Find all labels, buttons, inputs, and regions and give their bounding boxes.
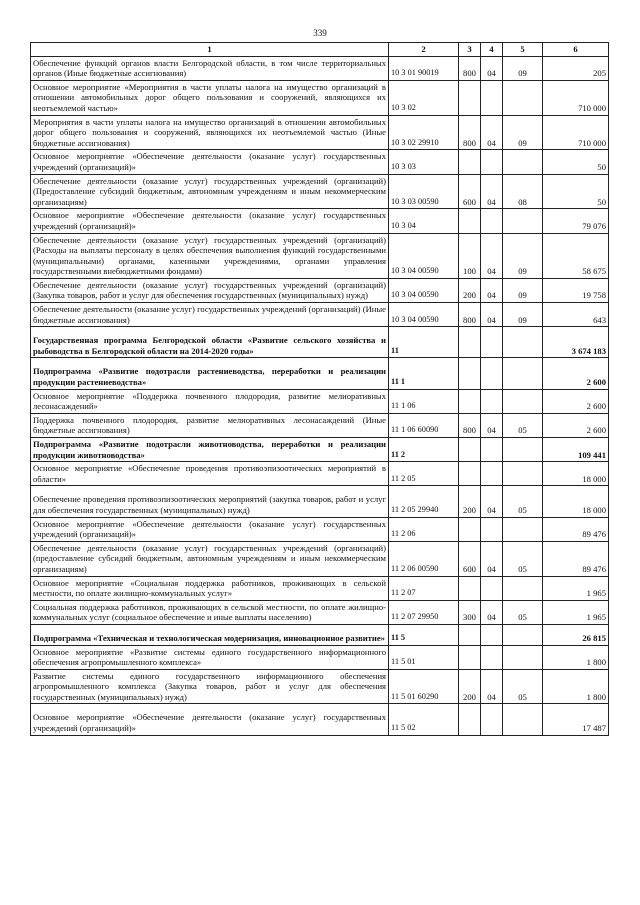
row-pr-cell: [503, 517, 543, 541]
table-row: [31, 115, 609, 150]
row-amount-cell: 89 476: [543, 517, 609, 541]
row-code-cell: 10 3 03: [389, 150, 459, 174]
row-name-cell: Основное мероприятие «Обеспечение деятельности (оказание услуг) государственных учреждений (организаций)»: [31, 517, 389, 541]
row-pr-cell: 09: [503, 303, 543, 327]
row-name-cell: Обеспечение проведения противоэпизоотических мероприятий (закупка товаров, работ и услуг для обеспечения государственных (муниципальных) нужд): [31, 486, 389, 517]
row-name-cell: Поддержка почвенного плодородия, развитие мелиоративных лесонасаждений (Иные бюджетные ассигнования): [31, 413, 389, 437]
row-code-cell: 11 5 01: [389, 645, 459, 669]
table-row: [31, 278, 609, 302]
row-amount-cell: 710 000: [543, 115, 609, 150]
header-col-code: 2: [389, 43, 459, 57]
row-amount-cell: 205: [543, 56, 609, 80]
table-row: [31, 150, 609, 174]
row-name-cell: Обеспечение деятельности (оказание услуг) государственных учреждений (организаций) (Расходы на выплаты персоналу в целях обеспечения выполнения функций государственными (муниципальными) органами, казенными учреждениями, органами управления государственными внебюджетными фондами): [31, 233, 389, 278]
header-col-rz: 4: [481, 43, 503, 57]
row-pr-cell: 05: [503, 413, 543, 437]
row-rz-cell: 04: [481, 413, 503, 437]
row-rz-cell: [481, 517, 503, 541]
row-code-cell: 11 2 06: [389, 517, 459, 541]
row-name-cell: Подпрограмма «Развитие подотрасли животноводства, переработки и реализации продукции животноводства»: [31, 438, 389, 462]
row-vr-cell: [459, 80, 481, 115]
row-code-cell: 10 3 04 00590: [389, 278, 459, 302]
row-pr-cell: 09: [503, 115, 543, 150]
row-amount-cell: 79 076: [543, 209, 609, 233]
row-rz-cell: [481, 624, 503, 645]
row-amount-cell: 2 600: [543, 413, 609, 437]
row-name-cell: Обеспечение деятельности (оказание услуг) государственных учреждений (организаций) (Закупка товаров, работ и услуг для обеспечения государственных (муниципальных) нужд): [31, 278, 389, 302]
row-amount-cell: 1 965: [543, 600, 609, 624]
row-name-cell: Основное мероприятие «Развитие системы единого государственного информационного обеспечения агропромышленного комплекса»: [31, 645, 389, 669]
row-vr-cell: 800: [459, 56, 481, 80]
row-name-cell: Обеспечение деятельности (оказание услуг) государственных учреждений (организаций) (предоставление субсидий бюджетным, автономным учреждениям и иным некоммерческим организациям): [31, 541, 389, 576]
row-pr-cell: [503, 358, 543, 389]
table-row: [31, 486, 609, 517]
row-amount-cell: 18 000: [543, 462, 609, 486]
row-name-cell: Основное мероприятие «Обеспечение деятельности (оказание услуг) государственных учреждений (организаций)»: [31, 704, 389, 735]
row-vr-cell: 300: [459, 600, 481, 624]
row-rz-cell: 04: [481, 669, 503, 704]
row-rz-cell: 04: [481, 486, 503, 517]
row-rz-cell: 04: [481, 174, 503, 209]
row-code-cell: 10 3 02: [389, 80, 459, 115]
row-pr-cell: [503, 80, 543, 115]
row-amount-cell: 1 800: [543, 669, 609, 704]
row-vr-cell: [459, 389, 481, 413]
row-amount-cell: 18 000: [543, 486, 609, 517]
row-vr-cell: [459, 704, 481, 735]
row-code-cell: 11 1 06 60090: [389, 413, 459, 437]
row-code-cell: 11 5 02: [389, 704, 459, 735]
row-vr-cell: [459, 576, 481, 600]
row-vr-cell: 800: [459, 413, 481, 437]
row-name-cell: Социальная поддержка работников, проживающих в сельской местности, по оплате жилищно-коммунальных услуг (социальное обеспечение и иные выплаты населению): [31, 600, 389, 624]
table-row: [31, 389, 609, 413]
row-code-cell: 11 2 06 00590: [389, 541, 459, 576]
row-code-cell: 11: [389, 327, 459, 358]
row-vr-cell: 200: [459, 486, 481, 517]
table-row: [31, 327, 609, 358]
row-pr-cell: 08: [503, 174, 543, 209]
row-pr-cell: [503, 624, 543, 645]
row-rz-cell: 04: [481, 115, 503, 150]
row-name-cell: Обеспечение деятельности (оказание услуг) государственных учреждений (организаций) (Иные бюджетные ассигнования): [31, 303, 389, 327]
row-rz-cell: [481, 704, 503, 735]
row-name-cell: Государственная программа Белгородской области «Развитие сельского хозяйства и рыбоводства в Белгородской области на 2014-2020 годы»: [31, 327, 389, 358]
row-name-cell: Подпрограмма «Техническая и технологическая модернизация, инновационное развитие»: [31, 624, 389, 645]
row-amount-cell: 19 758: [543, 278, 609, 302]
row-code-cell: 11 1: [389, 358, 459, 389]
row-rz-cell: 04: [481, 600, 503, 624]
row-pr-cell: 05: [503, 669, 543, 704]
row-code-cell: 11 2: [389, 438, 459, 462]
row-amount-cell: 3 674 183: [543, 327, 609, 358]
table-row: [31, 80, 609, 115]
table-row: [31, 704, 609, 735]
row-vr-cell: [459, 438, 481, 462]
row-pr-cell: 09: [503, 233, 543, 278]
header-col-name: 1: [31, 43, 389, 57]
row-pr-cell: [503, 327, 543, 358]
row-name-cell: Основное мероприятие «Поддержка почвенного плодородия, развитие мелиоративных лесонасаждений»: [31, 389, 389, 413]
row-pr-cell: 09: [503, 56, 543, 80]
row-rz-cell: [481, 462, 503, 486]
row-rz-cell: [481, 576, 503, 600]
row-code-cell: 11 5: [389, 624, 459, 645]
row-amount-cell: 50: [543, 150, 609, 174]
row-code-cell: 10 3 03 00590: [389, 174, 459, 209]
row-pr-cell: [503, 645, 543, 669]
row-rz-cell: [481, 645, 503, 669]
table-row: [31, 600, 609, 624]
row-amount-cell: 2 600: [543, 389, 609, 413]
row-code-cell: 10 3 04: [389, 209, 459, 233]
row-name-cell: Основное мероприятие «Социальная поддержка работников, проживающих в сельской местности, по оплате жилищно-коммунальных услуг»: [31, 576, 389, 600]
row-vr-cell: 200: [459, 278, 481, 302]
table-row: [31, 233, 609, 278]
table-row: [31, 358, 609, 389]
budget-table: [30, 42, 609, 736]
row-vr-cell: [459, 150, 481, 174]
row-rz-cell: [481, 389, 503, 413]
row-rz-cell: [481, 327, 503, 358]
row-rz-cell: [481, 438, 503, 462]
row-code-cell: 10 3 01 90019: [389, 56, 459, 80]
table-row: [31, 462, 609, 486]
table-row: [31, 413, 609, 437]
row-rz-cell: 04: [481, 303, 503, 327]
row-amount-cell: 2 600: [543, 358, 609, 389]
row-vr-cell: 800: [459, 303, 481, 327]
table-header-row: [31, 43, 609, 57]
row-rz-cell: 04: [481, 56, 503, 80]
row-vr-cell: [459, 517, 481, 541]
table-row: [31, 576, 609, 600]
row-vr-cell: 200: [459, 669, 481, 704]
row-code-cell: 10 3 04 00590: [389, 233, 459, 278]
row-rz-cell: 04: [481, 233, 503, 278]
row-name-cell: Основное мероприятие «Мероприятия в части уплаты налога на имущество организаций в отношении автомобильных дорог общего пользования и сооружений, являющихся их неотъемлемой частью»: [31, 80, 389, 115]
row-vr-cell: [459, 462, 481, 486]
row-rz-cell: 04: [481, 541, 503, 576]
row-code-cell: 11 2 05 29940: [389, 486, 459, 517]
row-amount-cell: 89 476: [543, 541, 609, 576]
row-code-cell: 11 2 05: [389, 462, 459, 486]
table-row: [31, 209, 609, 233]
row-amount-cell: 1 800: [543, 645, 609, 669]
row-code-cell: 11 1 06: [389, 389, 459, 413]
row-vr-cell: 600: [459, 541, 481, 576]
row-rz-cell: [481, 150, 503, 174]
row-name-cell: Подпрограмма «Развитие подотрасли растениеводства, переработки и реализации продукции растениеводства»: [31, 358, 389, 389]
table-row: [31, 438, 609, 462]
row-amount-cell: 58 675: [543, 233, 609, 278]
header-col-amount: 6: [543, 43, 609, 57]
row-pr-cell: [503, 462, 543, 486]
table-row: [31, 174, 609, 209]
table-row: [31, 645, 609, 669]
table-row: [31, 517, 609, 541]
table-row: [31, 303, 609, 327]
row-rz-cell: [481, 209, 503, 233]
row-amount-cell: 109 441: [543, 438, 609, 462]
row-pr-cell: 09: [503, 278, 543, 302]
row-name-cell: Основное мероприятие «Обеспечение деятельности (оказание услуг) государственных учреждений (организаций)»: [31, 150, 389, 174]
row-vr-cell: [459, 645, 481, 669]
row-rz-cell: 04: [481, 278, 503, 302]
row-vr-cell: [459, 624, 481, 645]
table-row: [31, 624, 609, 645]
table-row: [31, 669, 609, 704]
row-amount-cell: 26 815: [543, 624, 609, 645]
row-name-cell: Обеспечение функций органов власти Белгородской области, в том числе территориальных органов (Иные бюджетные ассигнования): [31, 56, 389, 80]
header-col-pr: 5: [503, 43, 543, 57]
row-code-cell: 10 3 02 29910: [389, 115, 459, 150]
row-amount-cell: 643: [543, 303, 609, 327]
table-row: [31, 56, 609, 80]
row-name-cell: Мероприятия в части уплаты налога на имущество организаций в отношении автомобильных дорог общего пользования и сооружений, являющихся их неотъемлемой частью (Иные бюджетные ассигнования): [31, 115, 389, 150]
row-vr-cell: 100: [459, 233, 481, 278]
row-name-cell: Обеспечение деятельности (оказание услуг) государственных учреждений (организаций) (Предоставление субсидий бюджетным, автономным учреждениям и иным некоммерческим организациям): [31, 174, 389, 209]
row-amount-cell: 710 000: [543, 80, 609, 115]
row-name-cell: Основное мероприятие «Обеспечение деятельности (оказание услуг) государственных учреждений (организаций)»: [31, 209, 389, 233]
table-row: [31, 541, 609, 576]
row-pr-cell: 05: [503, 486, 543, 517]
row-pr-cell: [503, 704, 543, 735]
row-code-cell: 10 3 04 00590: [389, 303, 459, 327]
row-pr-cell: [503, 389, 543, 413]
row-vr-cell: [459, 358, 481, 389]
page-number: 339: [313, 28, 327, 38]
row-vr-cell: [459, 209, 481, 233]
row-code-cell: 11 5 01 60290: [389, 669, 459, 704]
row-amount-cell: 50: [543, 174, 609, 209]
row-pr-cell: [503, 150, 543, 174]
row-code-cell: 11 2 07: [389, 576, 459, 600]
row-name-cell: Основное мероприятие «Обеспечение проведения противоэпизоотических мероприятий в области»: [31, 462, 389, 486]
row-amount-cell: 1 965: [543, 576, 609, 600]
row-vr-cell: 600: [459, 174, 481, 209]
header-col-vr: 3: [459, 43, 481, 57]
row-pr-cell: [503, 438, 543, 462]
row-rz-cell: [481, 358, 503, 389]
row-pr-cell: 05: [503, 541, 543, 576]
row-name-cell: Развитие системы единого государственного информационного обеспечения агропромышленного комплекса (Закупка товаров, работ и услуг для обеспечения государственных (муниципальных) нужд): [31, 669, 389, 704]
row-vr-cell: 800: [459, 115, 481, 150]
row-code-cell: 11 2 07 29950: [389, 600, 459, 624]
row-pr-cell: [503, 209, 543, 233]
row-rz-cell: [481, 80, 503, 115]
row-pr-cell: 05: [503, 600, 543, 624]
row-amount-cell: 17 487: [543, 704, 609, 735]
row-pr-cell: [503, 576, 543, 600]
row-vr-cell: [459, 327, 481, 358]
